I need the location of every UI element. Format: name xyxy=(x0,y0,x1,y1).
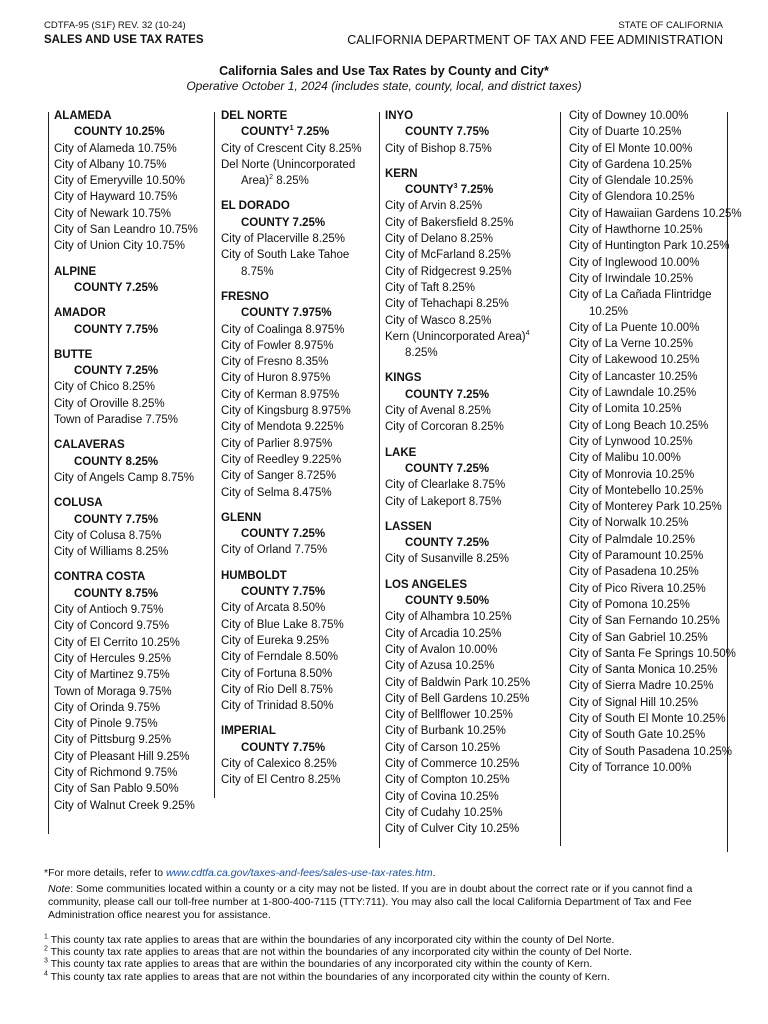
city-rate: City of Chico 8.25% xyxy=(54,381,155,394)
city-rate: City of Duarte 10.25% xyxy=(569,126,682,139)
city-rate: City of Burbank 10.25% xyxy=(385,725,506,738)
city-rate: City of South Gate 10.25% xyxy=(569,729,706,742)
county-rate: COUNTY 9.50% xyxy=(405,595,490,608)
county-block xyxy=(221,108,379,189)
city-rate: City of Fortuna 8.50% xyxy=(221,667,333,680)
city-rate: City of El Cerrito 10.25% xyxy=(54,636,180,649)
city-rate: City of Covina 10.25% xyxy=(385,790,499,803)
county-block xyxy=(385,166,553,362)
city-rate: City of Colusa 8.75% xyxy=(54,529,162,542)
city-rate: City of Avalon 10.00% xyxy=(385,643,498,656)
county-rate: COUNTY 7.25% xyxy=(74,281,159,294)
county-name: AMADOR xyxy=(54,307,106,320)
document-label: SALES AND USE TAX RATES xyxy=(44,34,204,46)
city-rate: City of El Monte 10.00% xyxy=(569,142,693,155)
city-rate: City of Kerman 8.975% xyxy=(221,388,340,401)
city-rate: City of San Fernando 10.25% xyxy=(569,615,720,628)
city-rate: City of Ridgecrest 9.25% xyxy=(385,265,512,278)
city-rate: City of Huron 8.975% xyxy=(221,372,331,385)
city-rate: City of Monrovia 10.25% xyxy=(569,468,695,481)
city-rate: City of Mendota 9.225% xyxy=(221,421,344,434)
county-block xyxy=(385,519,553,568)
footnote-number: 3 xyxy=(44,957,48,965)
city-rate: City of Coalinga 8.975% xyxy=(221,323,345,336)
footnote-ref: 4 xyxy=(525,330,530,338)
city-rate: City of Lomita 10.25% xyxy=(569,403,682,416)
county-rate: COUNTY 8.75% xyxy=(74,587,159,600)
county-block xyxy=(54,569,212,813)
city-rate: City of Downey 10.00% xyxy=(569,110,689,122)
title-block xyxy=(0,64,768,93)
city-rate: City of La Verne 10.25% xyxy=(569,338,694,351)
county-name: HUMBOLDT xyxy=(221,569,287,582)
city-rate: City of Reedley 9.225% xyxy=(221,453,342,466)
city-rate: City of Bakersfield 8.25% xyxy=(385,216,514,229)
column-divider xyxy=(379,112,380,848)
county-rate: COUNTY$^1$ 7.25% xyxy=(241,125,330,139)
city-rate: City of Glendora 10.25% xyxy=(569,191,695,204)
county-rate: COUNTY 7.75% xyxy=(241,741,326,754)
city-rate: City of Hercules 9.25% xyxy=(54,652,171,665)
city-rate: City of Palmdale 10.25% xyxy=(569,533,695,546)
city-rate: City of Lawndale 10.25% xyxy=(569,387,697,400)
city-rate: City of Martinez 9.75% xyxy=(54,669,170,682)
county-name: ALPINE xyxy=(54,265,97,278)
note-text: : Some communities located within a county or a city may not be listed. If you are in doubt about the correct rate or if you cannot find a community, please call our toll-free number at 1-800-400-7115 (TTY:711). You may also call the local California Department of Tax and Fee Administration office nearest you for assistance. xyxy=(48,883,693,921)
city-rate: City of Selma 8.475% xyxy=(221,486,332,499)
city-rate: City of Calexico 8.25% xyxy=(221,757,337,770)
city-rate: City of Wasco 8.25% xyxy=(385,314,492,327)
county-block xyxy=(221,289,379,501)
city-rate: City of Glendale 10.25% xyxy=(569,175,694,188)
county-rate: COUNTY$^3$ 7.25% xyxy=(405,183,494,197)
city-rate: City of Parlier 8.975% xyxy=(221,437,333,450)
county-rate: COUNTY 7.25% xyxy=(241,216,326,229)
city-rate: City of Arvin 8.25% xyxy=(385,200,483,213)
city-rate: City of Alameda 10.75% xyxy=(54,142,177,155)
county-rate: COUNTY 7.975% xyxy=(241,307,332,320)
county-rate: COUNTY 7.75% xyxy=(241,586,326,599)
city-rate: City of South Pasadena 10.25% xyxy=(569,745,733,758)
footnote-number: 4 xyxy=(44,970,48,978)
city-rate: City of Placerville 8.25% xyxy=(221,233,345,246)
city-rate: City of Arcata 8.50% xyxy=(221,602,326,615)
county-block xyxy=(385,370,553,435)
city-rate: City of Gardena 10.25% xyxy=(569,158,692,171)
city-rate: City of Orland 7.75% xyxy=(221,544,328,557)
city-rate: City of Lancaster 10.25% xyxy=(569,370,698,383)
county-name: KINGS xyxy=(385,372,422,385)
city-rate: City of Montebello 10.25% xyxy=(569,484,704,497)
city-rate: City of Pomona 10.25% xyxy=(569,598,690,611)
city-rate: City of Paramount 10.25% xyxy=(569,550,704,563)
city-rate: City of Concord 9.75% xyxy=(54,620,170,633)
county-rate: COUNTY 7.75% xyxy=(405,126,490,139)
city-rate: City of Walnut Creek 9.25% xyxy=(54,799,195,812)
city-rate: City of Santa Fe Springs 10.50% xyxy=(569,647,736,660)
page-title: California Sales and Use Tax Rates by County and City* xyxy=(219,64,549,78)
county-rate: COUNTY 8.25% xyxy=(74,455,159,468)
county-block xyxy=(54,495,212,560)
city-rate: City of Pinole 9.75% xyxy=(54,718,158,731)
city-rate: City of Delano 8.25% xyxy=(385,233,494,246)
county-block xyxy=(385,577,553,838)
footnote-ref: 3 xyxy=(453,183,458,191)
city-rate: City of Arcadia 10.25% xyxy=(385,627,502,640)
footnotes xyxy=(44,934,734,983)
county-name: CONTRA COSTA xyxy=(54,571,146,584)
form-number: CDTFA-95 (S1F) REV. 32 (10-24) xyxy=(44,20,186,31)
city-rate: Kern (Unincorporated Area)$^4$ 8.25% xyxy=(385,330,530,360)
county-rate: COUNTY 7.75% xyxy=(74,323,159,336)
county-name: COLUSA xyxy=(54,497,103,510)
city-rate: City of Irwindale 10.25% xyxy=(569,272,694,285)
county-name: INYO xyxy=(385,110,414,122)
city-rate: City of Baldwin Park 10.25% xyxy=(385,676,531,689)
footnote: $^3$ This county tax rate applies to areas that are within the boundaries of any incorporated city within the county of Kern. xyxy=(44,957,593,971)
city-rate: City of Norwalk 10.25% xyxy=(569,517,689,530)
city-rate: City of Taft 8.25% xyxy=(385,281,475,294)
city-rate: City of Rio Dell 8.75% xyxy=(221,683,333,696)
city-rate: City of Culver City 10.25% xyxy=(385,823,520,836)
city-rate: City of Susanville 8.25% xyxy=(385,553,510,566)
footnote: $^2$ This county tax rate applies to areas that are not within the boundaries of any incorporated city within the county of Del Norte. xyxy=(44,945,632,959)
city-rate: City of Kingsburg 8.975% xyxy=(221,405,351,418)
city-rate: City of Santa Monica 10.25% xyxy=(569,664,718,677)
county-block xyxy=(221,568,379,715)
county-block xyxy=(221,723,379,788)
state-label: STATE OF CALIFORNIA xyxy=(618,20,723,31)
city-rate: City of Corcoran 8.25% xyxy=(385,421,504,434)
city-rate: City of Albany 10.75% xyxy=(54,158,167,171)
city-rate: City of Bishop 8.75% xyxy=(385,142,492,155)
rates-column-4 xyxy=(569,108,744,785)
city-rate: City of Williams 8.25% xyxy=(54,546,169,559)
city-rate: City of Hawaiian Gardens 10.25% xyxy=(569,207,742,220)
city-rate: City of Newark 10.75% xyxy=(54,207,171,220)
county-name: FRESNO xyxy=(221,290,269,303)
county-name: LOS ANGELES xyxy=(385,578,467,591)
city-rate: City of Commerce 10.25% xyxy=(385,757,520,770)
city-rate: City of Compton 10.25% xyxy=(385,774,510,787)
city-rate: City of Torrance 10.00% xyxy=(569,761,692,774)
footnote-number: 1 xyxy=(44,933,48,941)
city-rate: City of Sanger 8.725% xyxy=(221,470,337,483)
county-block xyxy=(54,108,212,255)
details-prefix: *For more details, refer to xyxy=(44,867,166,879)
page-subtitle: Operative October 1, 2024 (includes state, county, local, and district taxes) xyxy=(186,79,582,93)
city-rate: City of Ferndale 8.50% xyxy=(221,651,338,664)
county-name: BUTTE xyxy=(54,348,93,361)
city-rate: City of McFarland 8.25% xyxy=(385,249,511,262)
city-rate: City of La Puente 10.00% xyxy=(569,321,700,334)
footer xyxy=(44,867,734,983)
city-rate: City of Monterey Park 10.25% xyxy=(569,501,722,514)
footnote-number: 2 xyxy=(44,945,48,953)
city-rate: City of Sierra Madre 10.25% xyxy=(569,680,714,693)
county-block xyxy=(54,305,212,338)
county-block xyxy=(385,108,553,157)
county-rate: COUNTY 7.25% xyxy=(405,537,490,550)
county-rate: COUNTY 7.25% xyxy=(74,365,159,378)
city-rate: City of Oroville 8.25% xyxy=(54,397,165,410)
county-name: GLENN xyxy=(221,511,262,524)
county-name: LAKE xyxy=(385,446,417,459)
city-rate: City of Clearlake 8.75% xyxy=(385,479,506,492)
city-rate: Town of Paradise 7.75% xyxy=(54,414,179,427)
county-name: CALAVERAS xyxy=(54,439,125,452)
city-rate: City of Lakewood 10.25% xyxy=(569,354,700,367)
city-rate: City of Long Beach 10.25% xyxy=(569,419,709,432)
city-rate: City of Alhambra 10.25% xyxy=(385,611,512,624)
column-divider xyxy=(48,112,49,834)
county-block xyxy=(221,198,379,279)
city-rate: City of San Pablo 9.50% xyxy=(54,783,179,796)
county-name: LASSEN xyxy=(385,520,432,533)
city-rate: Del Norte (Unincorporated Area)$^2$ 8.25% xyxy=(221,158,356,188)
city-rate: City of Cudahy 10.25% xyxy=(385,806,503,819)
city-rate: City of Carson 10.25% xyxy=(385,741,501,754)
city-rate: City of Emeryville 10.50% xyxy=(54,175,186,188)
city-rate: City of Pico Rivera 10.25% xyxy=(569,582,706,595)
county-block xyxy=(54,347,212,428)
details-suffix: . xyxy=(432,867,436,879)
city-rate: City of Lakeport 8.75% xyxy=(385,495,502,508)
footnote: $^4$ This county tax rate applies to areas that are not within the boundaries of any incorporated city within the county of Kern. xyxy=(44,970,610,983)
city-rate: City of El Centro 8.25% xyxy=(221,774,341,787)
county-name: EL DORADO xyxy=(221,200,290,213)
county-block xyxy=(569,108,744,776)
county-rate: COUNTY 7.25% xyxy=(405,388,490,401)
city-rate: City of Richmond 9.75% xyxy=(54,766,178,779)
county-rate: COUNTY 7.25% xyxy=(405,462,490,475)
city-rate: City of Eureka 9.25% xyxy=(221,634,330,647)
city-rate: City of Malibu 10.00% xyxy=(569,452,681,465)
footnote: $^1$ This county tax rate applies to areas that are within the boundaries of any incorporated city within the county of Del Norte. xyxy=(44,933,615,946)
city-rate: City of Inglewood 10.00% xyxy=(569,256,700,269)
county-name: IMPERIAL xyxy=(221,725,276,738)
county-name: ALAMEDA xyxy=(54,110,112,122)
city-rate: City of Pittsburg 9.25% xyxy=(54,734,171,747)
city-rate: City of Pleasant Hill 9.25% xyxy=(54,750,190,763)
county-block xyxy=(221,510,379,559)
county-block xyxy=(54,437,212,486)
city-rate: City of South El Monte 10.25% xyxy=(569,712,726,725)
note-label: Note xyxy=(48,883,71,895)
details-link[interactable]: www.cdtfa.ca.gov/taxes-and-fees/sales-use-tax-rates.htm xyxy=(165,867,433,879)
column-divider xyxy=(214,112,215,798)
rates-column-2 xyxy=(221,108,379,798)
header-left xyxy=(44,20,204,48)
rates-column-1 xyxy=(54,108,212,823)
city-rate: City of Pasadena 10.25% xyxy=(569,566,699,579)
city-rate: City of Crescent City 8.25% xyxy=(221,142,362,155)
rates-column-3 xyxy=(385,108,553,846)
city-rate: City of Fowler 8.975% xyxy=(221,339,334,352)
city-rate: City of La Cañada Flintridge 10.25% xyxy=(569,289,712,318)
column-divider xyxy=(560,112,561,846)
city-rate: City of Lynwood 10.25% xyxy=(569,435,693,448)
city-rate: City of Hayward 10.75% xyxy=(54,191,178,204)
county-rate: COUNTY 7.75% xyxy=(74,513,159,526)
city-rate: City of Blue Lake 8.75% xyxy=(221,618,344,631)
county-name: DEL NORTE xyxy=(221,110,288,122)
footnote-ref: 2 xyxy=(269,174,274,182)
city-rate: City of Signal Hill 10.25% xyxy=(569,696,699,709)
city-rate: Town of Moraga 9.75% xyxy=(54,685,172,698)
county-block xyxy=(385,445,553,510)
city-rate: City of Hawthorne 10.25% xyxy=(569,224,703,237)
details-line xyxy=(44,867,734,880)
city-rate: City of Union City 10.75% xyxy=(54,240,186,253)
county-rate: COUNTY 7.25% xyxy=(241,528,326,541)
county-block xyxy=(54,264,212,297)
city-rate: City of Bell Gardens 10.25% xyxy=(385,692,530,705)
county-rate: COUNTY 10.25% xyxy=(74,126,165,139)
note xyxy=(44,883,734,922)
city-rate: City of Huntington Park 10.25% xyxy=(569,240,730,253)
city-rate: City of Fresno 8.35% xyxy=(221,356,329,369)
city-rate: City of Bellflower 10.25% xyxy=(385,709,513,722)
city-rate: City of San Leandro 10.75% xyxy=(54,224,198,237)
city-rate: City of Orinda 9.75% xyxy=(54,701,161,714)
city-rate: City of Angels Camp 8.75% xyxy=(54,471,194,484)
city-rate: City of Azusa 10.25% xyxy=(385,660,495,673)
city-rate: City of San Gabriel 10.25% xyxy=(569,631,708,644)
city-rate: City of Trinidad 8.50% xyxy=(221,700,334,713)
agency-name: CALIFORNIA DEPARTMENT OF TAX AND FEE ADMINISTRATION xyxy=(347,33,723,47)
header-right xyxy=(347,20,723,48)
city-rate: City of Tehachapi 8.25% xyxy=(385,298,509,311)
city-rate: City of Avenal 8.25% xyxy=(385,405,491,418)
city-rate: City of South Lake Tahoe 8.75% xyxy=(221,249,350,278)
footnote-ref: 1 xyxy=(289,125,294,133)
city-rate: City of Antioch 9.75% xyxy=(54,604,164,617)
county-name: KERN xyxy=(385,167,418,180)
